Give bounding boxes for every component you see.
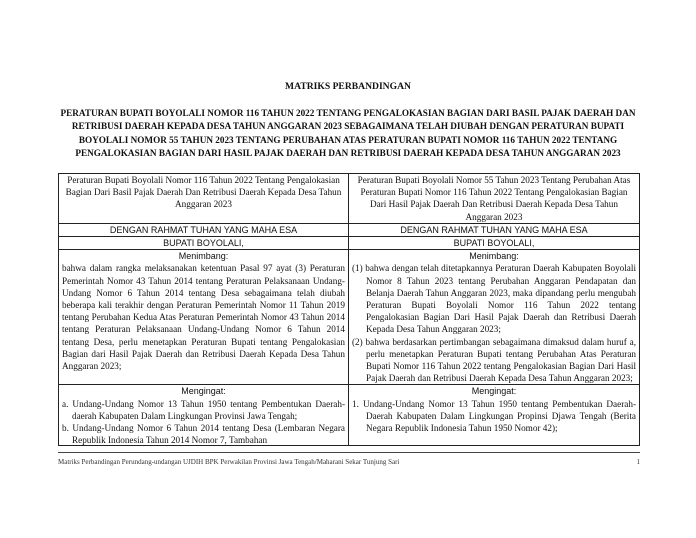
bupati-left: BUPATI BOYOLALI, — [59, 237, 349, 250]
document-subtitle: PERATURAN BUPATI BOYOLALI NOMOR 116 TAHUN 2022 TENTANG PENGALOKASIAN BAGIAN DARI BASIL PAJAK DAERAH DAN RETRIBUSI DAERAH KEPADA DESA TAHUN ANGGARAN 2023 SEBAGAIMANA TELAH DIUBAH DENGAN PERATURAN BUPATI BOYOLALI NOMOR 55 TAHUN 2023 TENTANG PERUBAHAN ATAS PERATURAN BUPATI NOMOR 116 TAHUN 2022 TENTANG PENGALOKASIAN BAGIAN DARI HASIL PAJAK DAERAH DAN RETRIBUSI DAERAH KEPADA DESA TAHUN ANGGARAN 2023 — [60, 108, 636, 158]
mengingat-right-item-1: 1. Undang-Undang Nomor 13 Tahun 1950 tentang Pembentukan Daerah-Daerah Kabupaten Dalam Lingkungan Propinsi Djawa Tengah (Berita Negara Republik Indonesia Tahun 1950 Nomor 42); — [352, 398, 636, 434]
mengingat-right-content — [352, 385, 636, 445]
menimbang-right-item-1: (1) bahwa dengan telah ditetapkannya Peraturan Daerah Kabupaten Boyolali Nomor 8 Tahun 2023 tentang Perubahan Anggaran Pendapatan dan Belanja Daerah Tahun Anggaran 2023, maka dipandang perlu mengubah Peraturan Bupati Boyolali Nomor 116 Tahun 2022 tentang Pengalokasian Bagian Dari Hasil Pajak Daerah dan Retribusi Daerah Kepada Desa Tahun Anggaran 2023; — [352, 263, 636, 335]
mengingat-left-item-b: b. Undang-Undang Nomor 6 Tahun 2014 tentang Desa (Lembaran Negara Republik Indonesia Tahun 2014 Nomor 7, Tambahan — [62, 423, 345, 446]
rahmat-left: DENGAN RAHMAT TUHAN YANG MAHA ESA — [59, 223, 349, 236]
bupati-right: BUPATI BOYOLALI, — [349, 237, 640, 250]
header-left-cell: Peraturan Bupati Boyolali Nomor 116 Tahun 2022 Tentang Pengalokasian Bagian Dari Basil Pajak Daerah Dan Retribusi Daerah Kepada Desa Tahun Anggaran 2023 — [59, 174, 349, 224]
menimbang-right-item-2: (2) bahwa berdasarkan pertimbangan sebagaimana dimaksud dalam huruf a, perlu menetapkan Peraturan Bupati tentang Perubahan Atas Peraturan Bupati Nomor 116 Tahun 2022 tentang Pengalokasian Bagian Dari Hasil Pajak Daerah dan Retribusi Daerah Kepada Desa Tahun Anggaran 2023; — [352, 336, 636, 384]
footer-divider — [58, 452, 640, 453]
mengingat-left-cell — [59, 385, 349, 446]
menimbang-left-cell — [59, 250, 349, 385]
menimbang-row — [59, 250, 640, 385]
page-footer — [58, 458, 640, 466]
menimbang-right-label: Menimbang: — [469, 251, 519, 262]
header-right-cell: Peraturan Bupati Boyolali Nomor 55 Tahun 2023 Tentang Perubahan Atas Peraturan Bupati Nomor 116 Tahun 2022 Tentang Pengalokasian Bagian Dari Hasil Pajak Daerah Dan Retribusi Daerah Kepada Desa Tahun Anggaran 2023 — [349, 174, 640, 224]
mengingat-row — [59, 385, 640, 446]
mengingat-right-cell — [349, 385, 640, 446]
mengingat-right-label: Mengingat: — [471, 386, 517, 397]
table-header-row — [59, 174, 640, 224]
mengingat-left-label: Mengingat: — [181, 386, 226, 397]
rahmat-row — [59, 223, 640, 236]
menimbang-left-label: Menimbang: — [178, 251, 229, 262]
bupati-row — [59, 237, 640, 250]
mengingat-left-content — [62, 385, 345, 445]
menimbang-left-text: bahwa dalam rangka melaksanakan ketentuan Pasal 97 ayat (3) Peraturan Pemerintah Nomor 43 Tahun 2014 tentang Peraturan Pelaksanaan Undang-Undang Nomor 6 Tahun 2014 tentang Desa sebagaimana telah diubah beberapa kali terakhir dengan Peraturan Pemerintah Nomor 11 Tahun 2019 tentang Perubahan Kedua Atas Peraturan Pemerintah Nomor 43 Tahun 2014 tentang Peraturan Pelaksanaan Undang-Undang Nomor 6 Tahun 2014 tentang Desa, perlu menetapkan Peraturan Bupati tentang Pengalokasian Bagian dari Hasil Pajak Daerah dan Retribusi Daerah Kepada Desa Tahun Anggaran 2023; — [62, 263, 345, 372]
menimbang-right-cell — [349, 250, 640, 385]
page-number: 1 — [636, 458, 640, 466]
comparison-table — [58, 173, 640, 446]
document-title: MATRIKS PERBANDINGAN — [285, 81, 411, 92]
mengingat-left-item-a: a. Undang-Undang Nomor 13 Tahun 1950 tentang Pembentukan Daerah-daerah Kabupaten Dalam Lingkungan Provinsi Jawa Tengah; — [62, 398, 345, 421]
footer-text: Matriks Perbandingan Perundang-undangan UJDIH BPK Perwakilan Provinsi Jawa Tengah/Maharani Sekar Tunjung Sari — [58, 458, 400, 466]
rahmat-right: DENGAN RAHMAT TUHAN YANG MAHA ESA — [349, 223, 640, 236]
